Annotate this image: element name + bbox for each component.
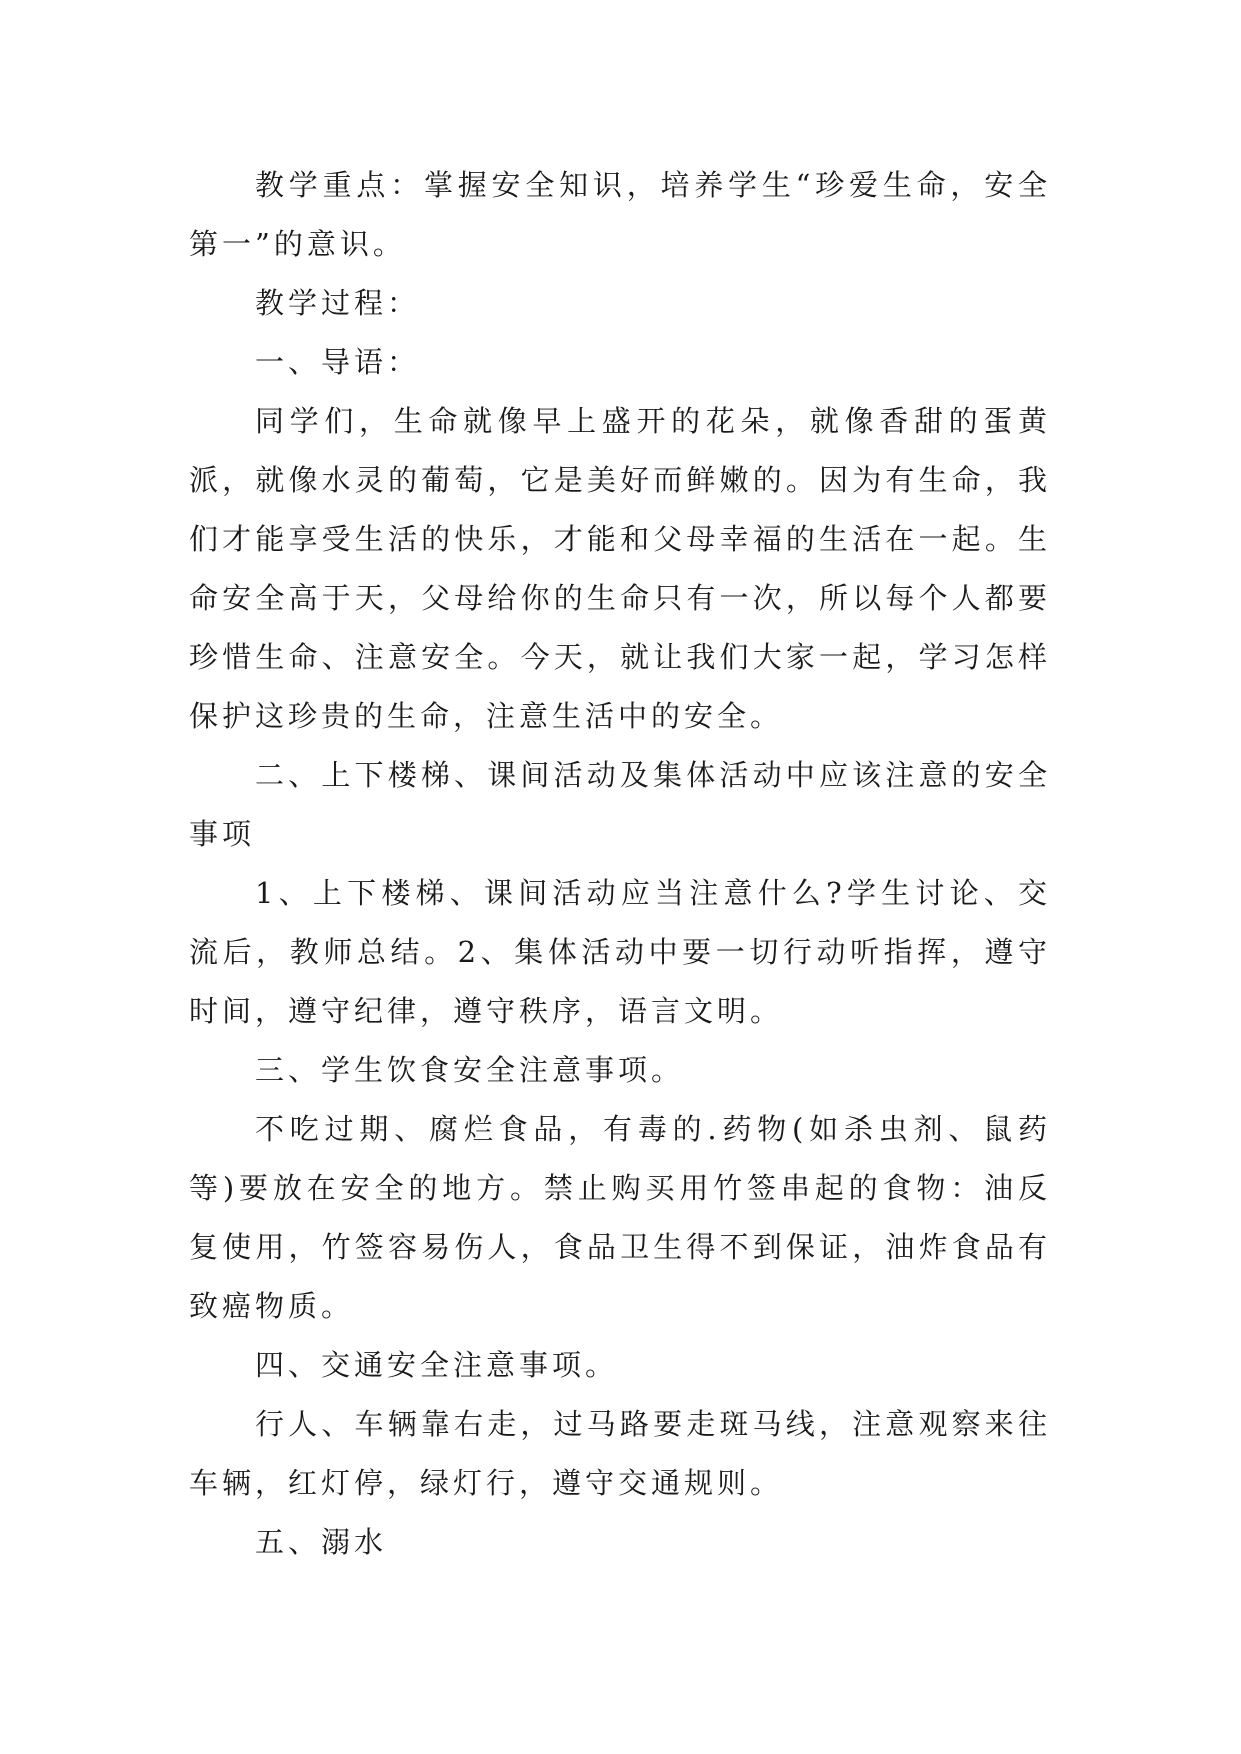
paragraph-introduction: 同学们，生命就像早上盛开的花朵，就像香甜的蛋黄派，就像水灵的葡萄，它是美好而鲜嫩的。因为有生命，我们才能享受生活的快乐，才能和父母幸福的生活在一起。生命安全高于天，父母给你的生命只有一次，所以每个人都要珍惜生命、注意安全。今天，就让我们大家一起，学习怎样保护这珍贵的生命，注意生活中的安全。 xyxy=(189,404,1051,733)
heading-stairs-activities: 二、上下楼梯、课间活动及集体活动中应该注意的安全事项 xyxy=(189,758,1051,851)
paragraph-stairs-activities: 1、上下楼梯、课间活动应当注意什么?学生讨论、交流后，教师总结。2、集体活动中要一切行动听指挥，遵守时间，遵守纪律，遵守秩序，语言文明。 xyxy=(189,876,1051,1028)
paragraph-teaching-process: 教学过程： xyxy=(255,286,421,320)
heading-drowning: 五、溺水 xyxy=(255,1525,388,1559)
heading-food-safety: 三、学生饮食安全注意事项。 xyxy=(255,1053,685,1087)
document-body xyxy=(189,156,1051,1572)
heading-traffic-safety: 四、交通安全注意事项。 xyxy=(255,1348,619,1382)
heading-introduction: 一、导语： xyxy=(255,345,421,379)
paragraph-traffic-safety: 行人、车辆靠右走，过马路要走斑马线，注意观察来往车辆，红灯停，绿灯行，遵守交通规则。 xyxy=(189,1407,1051,1500)
paragraph-food-safety: 不吃过期、腐烂食品，有毒的.药物(如杀虫剂、鼠药等)要放在安全的地方。禁止购买用竹签串起的食物：油反复使用，竹签容易伤人，食品卫生得不到保证，油炸食品有致癌物质。 xyxy=(189,1112,1051,1323)
paragraph-teaching-focus: 教学重点：掌握安全知识，培养学生“珍爱生命，安全第一”的意识。 xyxy=(189,168,1051,261)
